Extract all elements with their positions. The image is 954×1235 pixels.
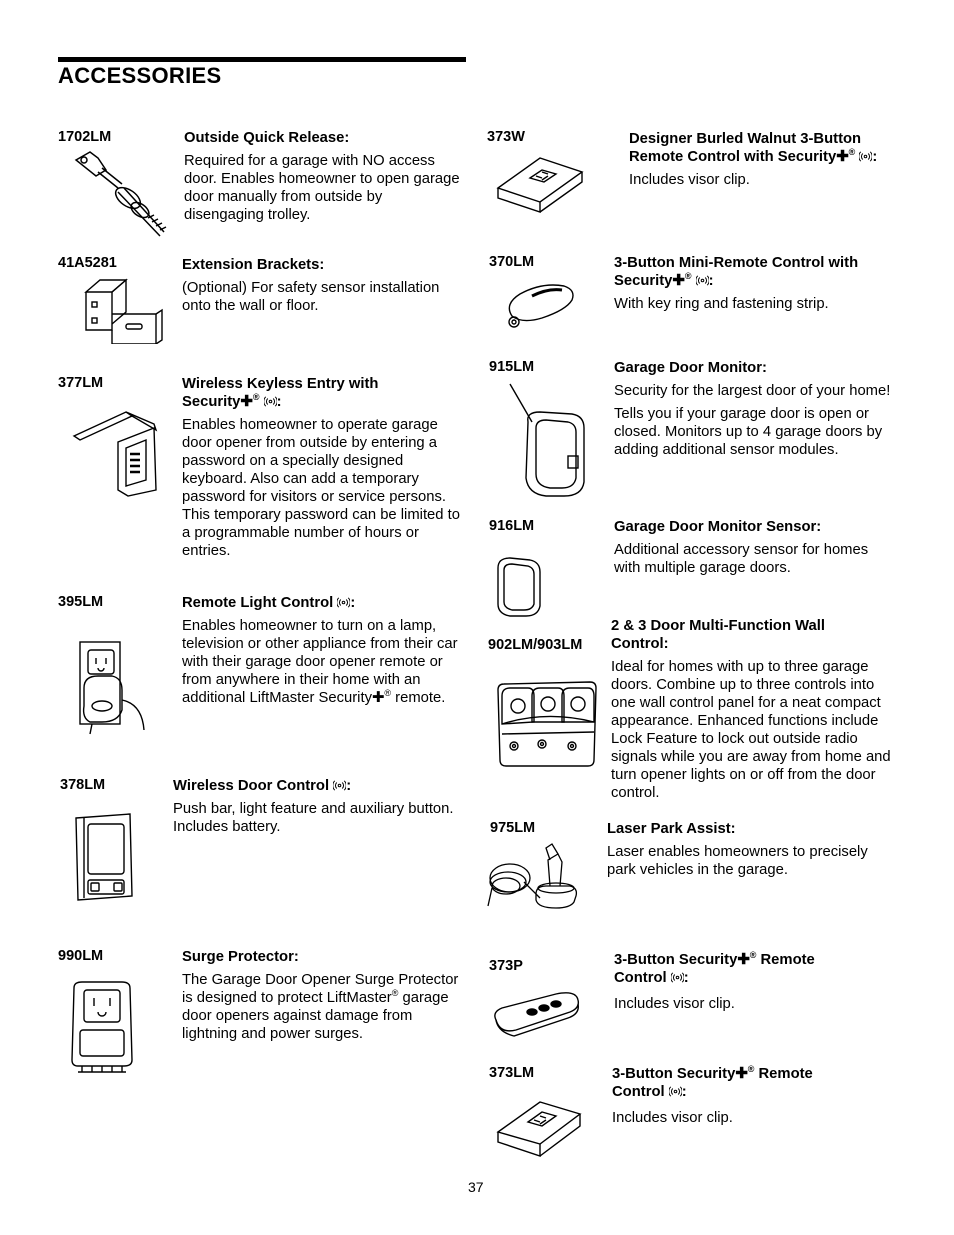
title-colon: : [872,149,878,165]
product-code-990lm: 990LM [58,948,104,964]
title-990lm: Surge Protector: [182,949,299,965]
title-colon: : [681,1084,687,1100]
product-code-41a5281: 41A5281 [58,255,117,271]
desc-373lm [612,1065,892,1132]
quick-release-illustration [68,148,168,243]
remote-light-control-illustration [78,640,150,736]
radio-waves-icon [669,1086,682,1097]
body-373w: Includes visor clip. [629,172,750,188]
product-code-373p: 373P [489,958,523,974]
product-code-915lm: 915LM [489,359,535,375]
body-395lm-a: Enables homeowner to turn on a lamp, television or other appliance from their car with their garage door opener remote or from anywhere in their home with an additional LiftMaster Security [182,618,458,706]
radio-waves-icon [264,396,277,407]
title-373lm-b: Remote [758,1066,813,1082]
wireless-door-control-illustration [74,812,136,904]
title-377lm [182,375,466,411]
body-902lm-903lm: Ideal for homes with up to three garage doors. Combine up to three controls into one wall control panel for a neat compact appearance. Enhanced functions include Lock Feature to lock out outside radio signals while you are away from home and turn opener lights on or off from the door control. [611,659,891,801]
desc-41a5281 [182,256,464,320]
title-916lm: Garage Door Monitor Sensor: [614,519,822,535]
desc-915lm [614,359,894,464]
body-395lm-b: remote. [395,690,446,706]
body-915lm-a: Security for the largest door of your home! [614,383,891,399]
desc-370lm [614,254,894,318]
title-373w-b: Remote Control with Security [629,149,837,165]
registered-mark: ® [684,271,692,282]
surge-protector-illustration [68,980,136,1076]
title-370lm-b: Security [614,273,673,289]
security-plus-icon: ✚ [735,1066,748,1082]
extension-bracket-illustration [82,278,164,344]
title-975lm: Laser Park Assist: [607,821,736,837]
radio-waves-icon [696,275,709,286]
title-902lm-b: Control: [611,636,669,652]
title-41a5281: Extension Brackets: [182,257,325,273]
body-378lm: Push bar, light feature and auxiliary button. Includes battery. [173,801,454,835]
radio-waves-icon [337,597,350,608]
title-1702lm: Outside Quick Release: [184,130,350,146]
registered-mark: ® [252,392,260,403]
body-916lm: Additional accessory sensor for homes with multiple garage doors. [614,542,869,576]
desc-395lm [182,594,466,712]
title-377lm-b: Security [182,394,241,410]
registered-mark: ® [747,1064,755,1075]
title-colon: : [350,595,356,611]
title-915lm: Garage Door Monitor: [614,360,767,376]
product-code-395lm: 395LM [58,594,104,610]
product-code-377lm: 377LM [58,375,104,391]
desc-902lm-903lm [611,617,895,807]
product-code-916lm: 916LM [489,518,535,534]
title-373w [629,130,909,166]
title-373lm-c: Control [612,1084,665,1100]
body-373lm: Includes visor clip. [612,1110,733,1126]
page-number: 37 [468,1179,484,1195]
desc-1702lm [184,129,464,229]
body-370lm: With key ring and fastening strip. [614,296,829,312]
radio-waves-icon [859,151,872,162]
laser-park-assist-illustration [486,842,582,912]
desc-377lm [182,375,466,565]
desc-975lm [607,820,891,884]
body-41a5281: (Optional) For safety sensor installation onto the wall or floor. [182,280,440,314]
body-1702lm: Required for a garage with NO access door. Enables homeowner to open garage door manually from outside by disengaging trolley. [184,153,460,223]
security-plus-icon: ✚ [737,952,750,968]
title-colon: : [708,273,714,289]
desc-916lm [614,518,894,582]
desc-378lm [173,777,463,841]
title-370lm-a: 3-Button Mini-Remote Control with [614,255,859,271]
mini-remote-illustration [502,282,576,330]
radio-waves-icon [333,780,346,791]
product-code-373w: 373W [487,129,525,145]
security-plus-icon: ✚ [240,394,253,410]
title-902lm-a: 2 & 3 Door Multi-Function Wall [611,618,825,634]
title-373w-a: Designer Burled Walnut 3-Button [629,131,862,147]
title-377lm-a: Wireless Keyless Entry with [182,376,379,392]
security-plus-icon: ✚ [672,273,685,289]
title-395lm [182,594,466,612]
monitor-sensor-illustration [494,556,544,618]
product-code-975lm: 975LM [490,820,536,836]
walnut-remote-illustration [494,154,586,216]
title-378lm-text: Wireless Door Control [173,778,330,794]
page-title: ACCESSORIES [58,63,222,88]
title-373lm-a: 3-Button Security [612,1066,736,1082]
title-378lm [173,777,463,795]
product-code-1702lm: 1702LM [58,129,112,145]
title-902lm-903lm [611,617,895,653]
title-colon: : [276,394,282,410]
desc-373p [614,951,894,1018]
security-plus-icon: ✚ [836,149,849,165]
body-377lm: Enables homeowner to operate garage door opener from outside by entering a password on a specially designed keyboard. Also can add a temporary password for visitors or service persons. This temporary password can be limited to a programmable number of hours or entries. [182,417,460,559]
wall-control-illustration [496,680,598,768]
product-code-373lm: 373LM [489,1065,535,1081]
title-373p-c: Control [614,970,667,986]
title-370lm [614,254,894,290]
title-373p [614,951,894,987]
desc-373w [629,130,909,194]
body-990lm [182,971,466,1043]
product-code-378lm: 378LM [60,777,106,793]
header-rule [58,57,466,62]
product-code-370lm: 370LM [489,254,535,270]
title-395lm-text: Remote Light Control [182,595,334,611]
desc-990lm [182,948,466,1048]
registered-mark: ® [391,988,399,999]
373p-remote-illustration [490,990,582,1040]
registered-mark: ® [848,147,856,158]
title-colon: : [346,778,352,794]
body-990lm-b: garage door openers against damage from lightning and power surges. [182,990,449,1042]
radio-waves-icon [671,972,684,983]
product-code-902lm-903lm: 902LM/903LM [488,637,583,653]
garage-door-monitor-illustration [506,382,588,500]
body-373p: Includes visor clip. [614,996,735,1012]
body-915lm-b: Tells you if your garage door is open or closed. Monitors up to 4 garage doors by adding additional sensor modules. [614,406,883,458]
title-373p-a: 3-Button Security [614,952,738,968]
title-colon: : [683,970,689,986]
title-373p-b: Remote [760,952,815,968]
keyless-entry-illustration [72,410,160,498]
title-373lm [612,1065,892,1101]
security-plus-icon: ✚ [371,690,385,706]
body-975lm: Laser enables homeowners to precisely park vehicles in the garage. [607,844,868,878]
registered-mark: ® [384,688,392,699]
373lm-remote-illustration [494,1098,584,1160]
body-990lm-a: The Garage Door Opener Surge Protector is designed to protect LiftMaster [182,972,459,1006]
registered-mark: ® [749,950,757,961]
body-395lm [182,617,466,707]
